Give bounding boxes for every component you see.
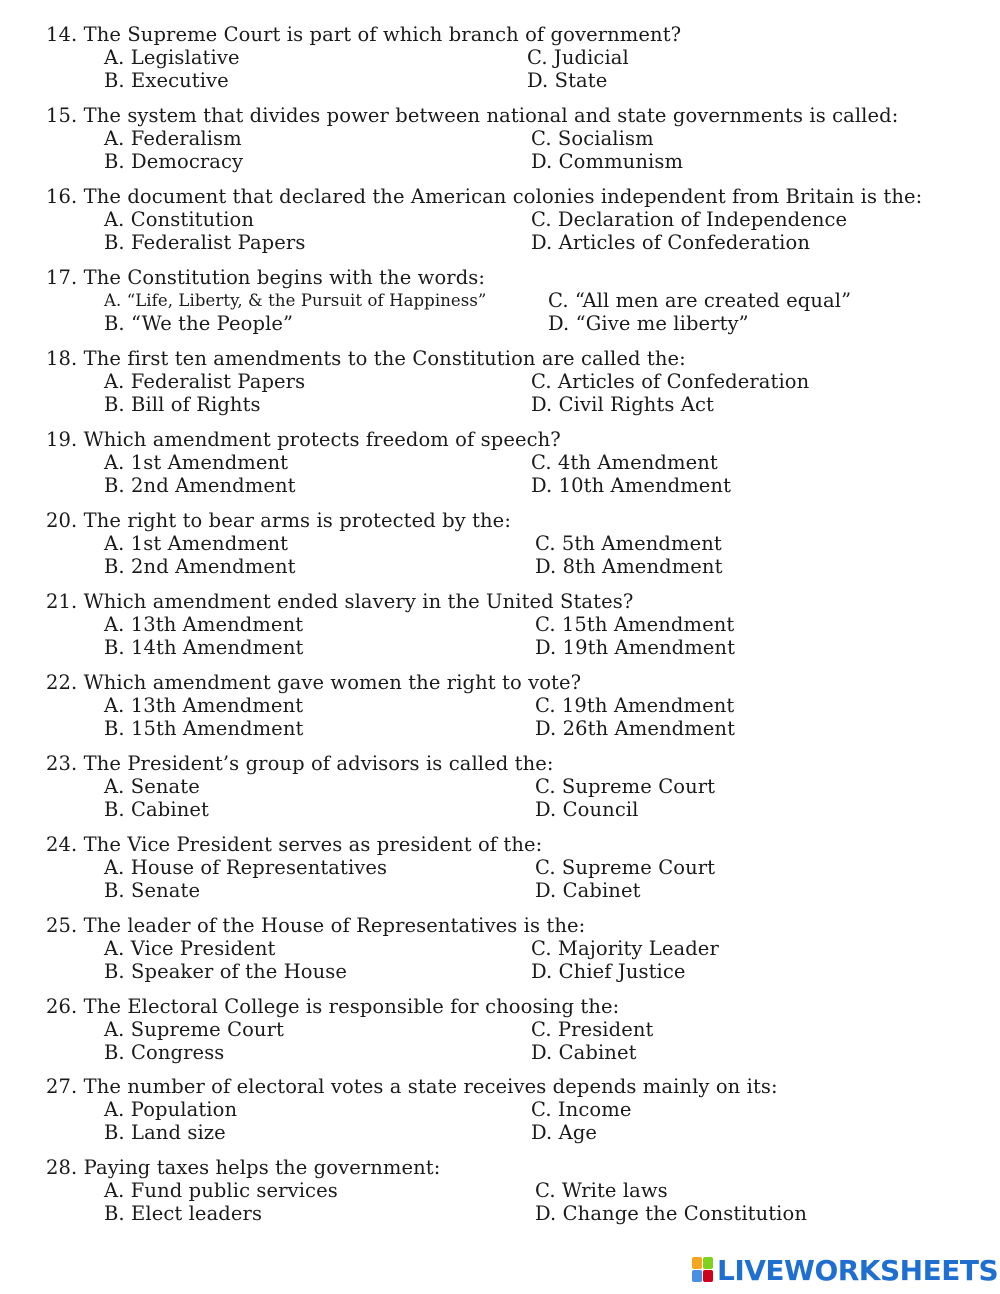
option-c[interactable]: C. Supreme Court (535, 856, 716, 879)
option-a[interactable]: A. Population (104, 1098, 238, 1121)
question-20 (0, 509, 1000, 589)
option-d[interactable]: D. Civil Rights Act (531, 393, 714, 416)
option-b[interactable]: B. Speaker of the House (104, 960, 348, 983)
question-number: 27. (46, 1075, 78, 1098)
option-d[interactable]: D. 8th Amendment (535, 555, 723, 578)
question-number: 28. (46, 1156, 78, 1179)
option-d[interactable]: D. Age (531, 1121, 598, 1144)
question-stem: The first ten amendments to the Constitution are called the: (83, 347, 686, 370)
option-c[interactable]: C. Socialism (531, 127, 654, 150)
option-c[interactable]: C. Supreme Court (535, 775, 716, 798)
question-text (46, 23, 681, 46)
question-18 (0, 347, 1000, 427)
question-number: 15. (46, 104, 78, 127)
option-a[interactable]: A. 1st Amendment (104, 451, 289, 474)
question-number: 26. (46, 995, 78, 1018)
option-d[interactable]: D. 26th Amendment (535, 717, 736, 740)
option-c[interactable]: C. 4th Amendment (531, 451, 718, 474)
question-text (46, 347, 686, 370)
option-c[interactable]: C. “All men are created equal” (548, 289, 852, 312)
option-a[interactable]: A. Federalist Papers (104, 370, 306, 393)
question-stem: Which amendment protects freedom of speech? (83, 428, 561, 451)
option-b[interactable]: B. Land size (104, 1121, 226, 1144)
question-text (46, 752, 554, 775)
option-b[interactable]: B. Executive (104, 69, 229, 92)
question-stem: The Constitution begins with the words: (83, 266, 486, 289)
option-b[interactable]: B. 14th Amendment (104, 636, 304, 659)
option-a[interactable]: A. Legislative (104, 46, 240, 69)
question-21 (0, 590, 1000, 670)
option-b[interactable]: B. Federalist Papers (104, 231, 306, 254)
question-number: 24. (46, 833, 78, 856)
option-d[interactable]: D. Cabinet (531, 1041, 637, 1064)
option-b[interactable]: B. Bill of Rights (104, 393, 261, 416)
option-b[interactable]: B. 15th Amendment (104, 717, 304, 740)
question-27 (0, 1075, 1000, 1155)
option-d[interactable]: D. State (527, 69, 608, 92)
question-number: 14. (46, 23, 78, 46)
question-19 (0, 428, 1000, 508)
option-d[interactable]: D. Change the Constitution (535, 1202, 808, 1225)
question-15 (0, 104, 1000, 184)
option-c[interactable]: C. Articles of Confederation (531, 370, 810, 393)
option-a[interactable]: A. Constitution (104, 208, 255, 231)
question-stem: The document that declared the American colonies independent from Britain is the: (83, 185, 923, 208)
question-stem: The President’s group of advisors is called the: (83, 752, 554, 775)
option-a[interactable]: A. Fund public services (104, 1179, 338, 1202)
question-23 (0, 752, 1000, 832)
question-number: 17. (46, 266, 78, 289)
option-a[interactable]: A. Supreme Court (104, 1018, 284, 1041)
option-c[interactable]: C. 19th Amendment (535, 694, 735, 717)
question-14 (0, 23, 1000, 103)
question-number: 25. (46, 914, 78, 937)
option-c[interactable]: C. President (531, 1018, 654, 1041)
option-d[interactable]: D. 10th Amendment (531, 474, 732, 497)
question-text (46, 185, 922, 208)
question-text (46, 914, 585, 937)
question-25 (0, 914, 1000, 994)
logo-text: LIVEWORKSHEETS (717, 1253, 999, 1287)
option-a[interactable]: A. “Life, Liberty, & the Pursuit of Happiness” (104, 291, 487, 310)
question-text (46, 671, 581, 694)
option-c[interactable]: C. 15th Amendment (535, 613, 735, 636)
option-a[interactable]: A. Vice President (104, 937, 276, 960)
question-number: 23. (46, 752, 78, 775)
option-b[interactable]: B. “We the People” (104, 312, 294, 335)
question-stem: The leader of the House of Representatives is the: (83, 914, 586, 937)
question-26 (0, 995, 1000, 1075)
option-b[interactable]: B. Senate (104, 879, 201, 902)
question-stem: The right to bear arms is protected by the: (83, 509, 511, 532)
option-c[interactable]: C. Write laws (535, 1179, 668, 1202)
option-d[interactable]: D. 19th Amendment (535, 636, 736, 659)
option-d[interactable]: D. “Give me liberty” (548, 312, 749, 335)
option-b[interactable]: B. Cabinet (104, 798, 209, 821)
option-a[interactable]: A. 1st Amendment (104, 532, 289, 555)
liveworksheets-logo-icon (692, 1257, 714, 1283)
question-number: 22. (46, 671, 78, 694)
option-d[interactable]: D. Communism (531, 150, 684, 173)
question-text (46, 833, 542, 856)
question-text (46, 1075, 778, 1098)
option-d[interactable]: D. Cabinet (535, 879, 641, 902)
question-28 (0, 1156, 1000, 1236)
question-stem: Which amendment gave women the right to vote? (83, 671, 582, 694)
question-16 (0, 185, 1000, 265)
question-text (46, 266, 485, 289)
option-c[interactable]: C. Majority Leader (531, 937, 719, 960)
question-text (46, 104, 898, 127)
option-c[interactable]: C. Declaration of Independence (531, 208, 848, 231)
option-a[interactable]: A. 13th Amendment (104, 613, 304, 636)
question-number: 18. (46, 347, 78, 370)
question-text (46, 590, 633, 613)
liveworksheets-logo[interactable] (692, 1254, 998, 1286)
option-a[interactable]: A. Senate (104, 775, 200, 798)
question-stem: The system that divides power between national and state governments is called: (83, 104, 899, 127)
question-stem: Paying taxes helps the government: (83, 1156, 441, 1179)
option-b[interactable]: B. 2nd Amendment (104, 474, 296, 497)
question-17 (0, 266, 1000, 346)
question-stem: Which amendment ended slavery in the United States? (83, 590, 634, 613)
option-a[interactable]: A. Federalism (104, 127, 242, 150)
option-b[interactable]: B. 2nd Amendment (104, 555, 296, 578)
question-22 (0, 671, 1000, 751)
option-c[interactable]: C. Judicial (527, 46, 629, 69)
option-c[interactable]: C. 5th Amendment (535, 532, 722, 555)
question-text (46, 509, 511, 532)
option-d[interactable]: D. Council (535, 798, 639, 821)
question-text (46, 428, 561, 451)
option-b[interactable]: B. Elect leaders (104, 1202, 263, 1225)
option-a[interactable]: A. House of Representatives (104, 856, 388, 879)
option-a[interactable]: A. 13th Amendment (104, 694, 304, 717)
question-stem: The Electoral College is responsible for choosing the: (83, 995, 620, 1018)
option-b[interactable]: B. Democracy (104, 150, 244, 173)
question-stem: The number of electoral votes a state receives depends mainly on its: (83, 1075, 778, 1098)
option-c[interactable]: C. Income (531, 1098, 632, 1121)
question-stem: The Vice President serves as president of the: (83, 833, 543, 856)
question-number: 21. (46, 590, 78, 613)
question-number: 19. (46, 428, 78, 451)
question-24 (0, 833, 1000, 913)
option-d[interactable]: D. Articles of Confederation (531, 231, 810, 254)
question-number: 20. (46, 509, 78, 532)
question-text (46, 995, 619, 1018)
question-number: 16. (46, 185, 78, 208)
option-b[interactable]: B. Congress (104, 1041, 225, 1064)
option-d[interactable]: D. Chief Justice (531, 960, 686, 983)
question-stem: The Supreme Court is part of which branch of government? (83, 23, 682, 46)
question-text (46, 1156, 440, 1179)
